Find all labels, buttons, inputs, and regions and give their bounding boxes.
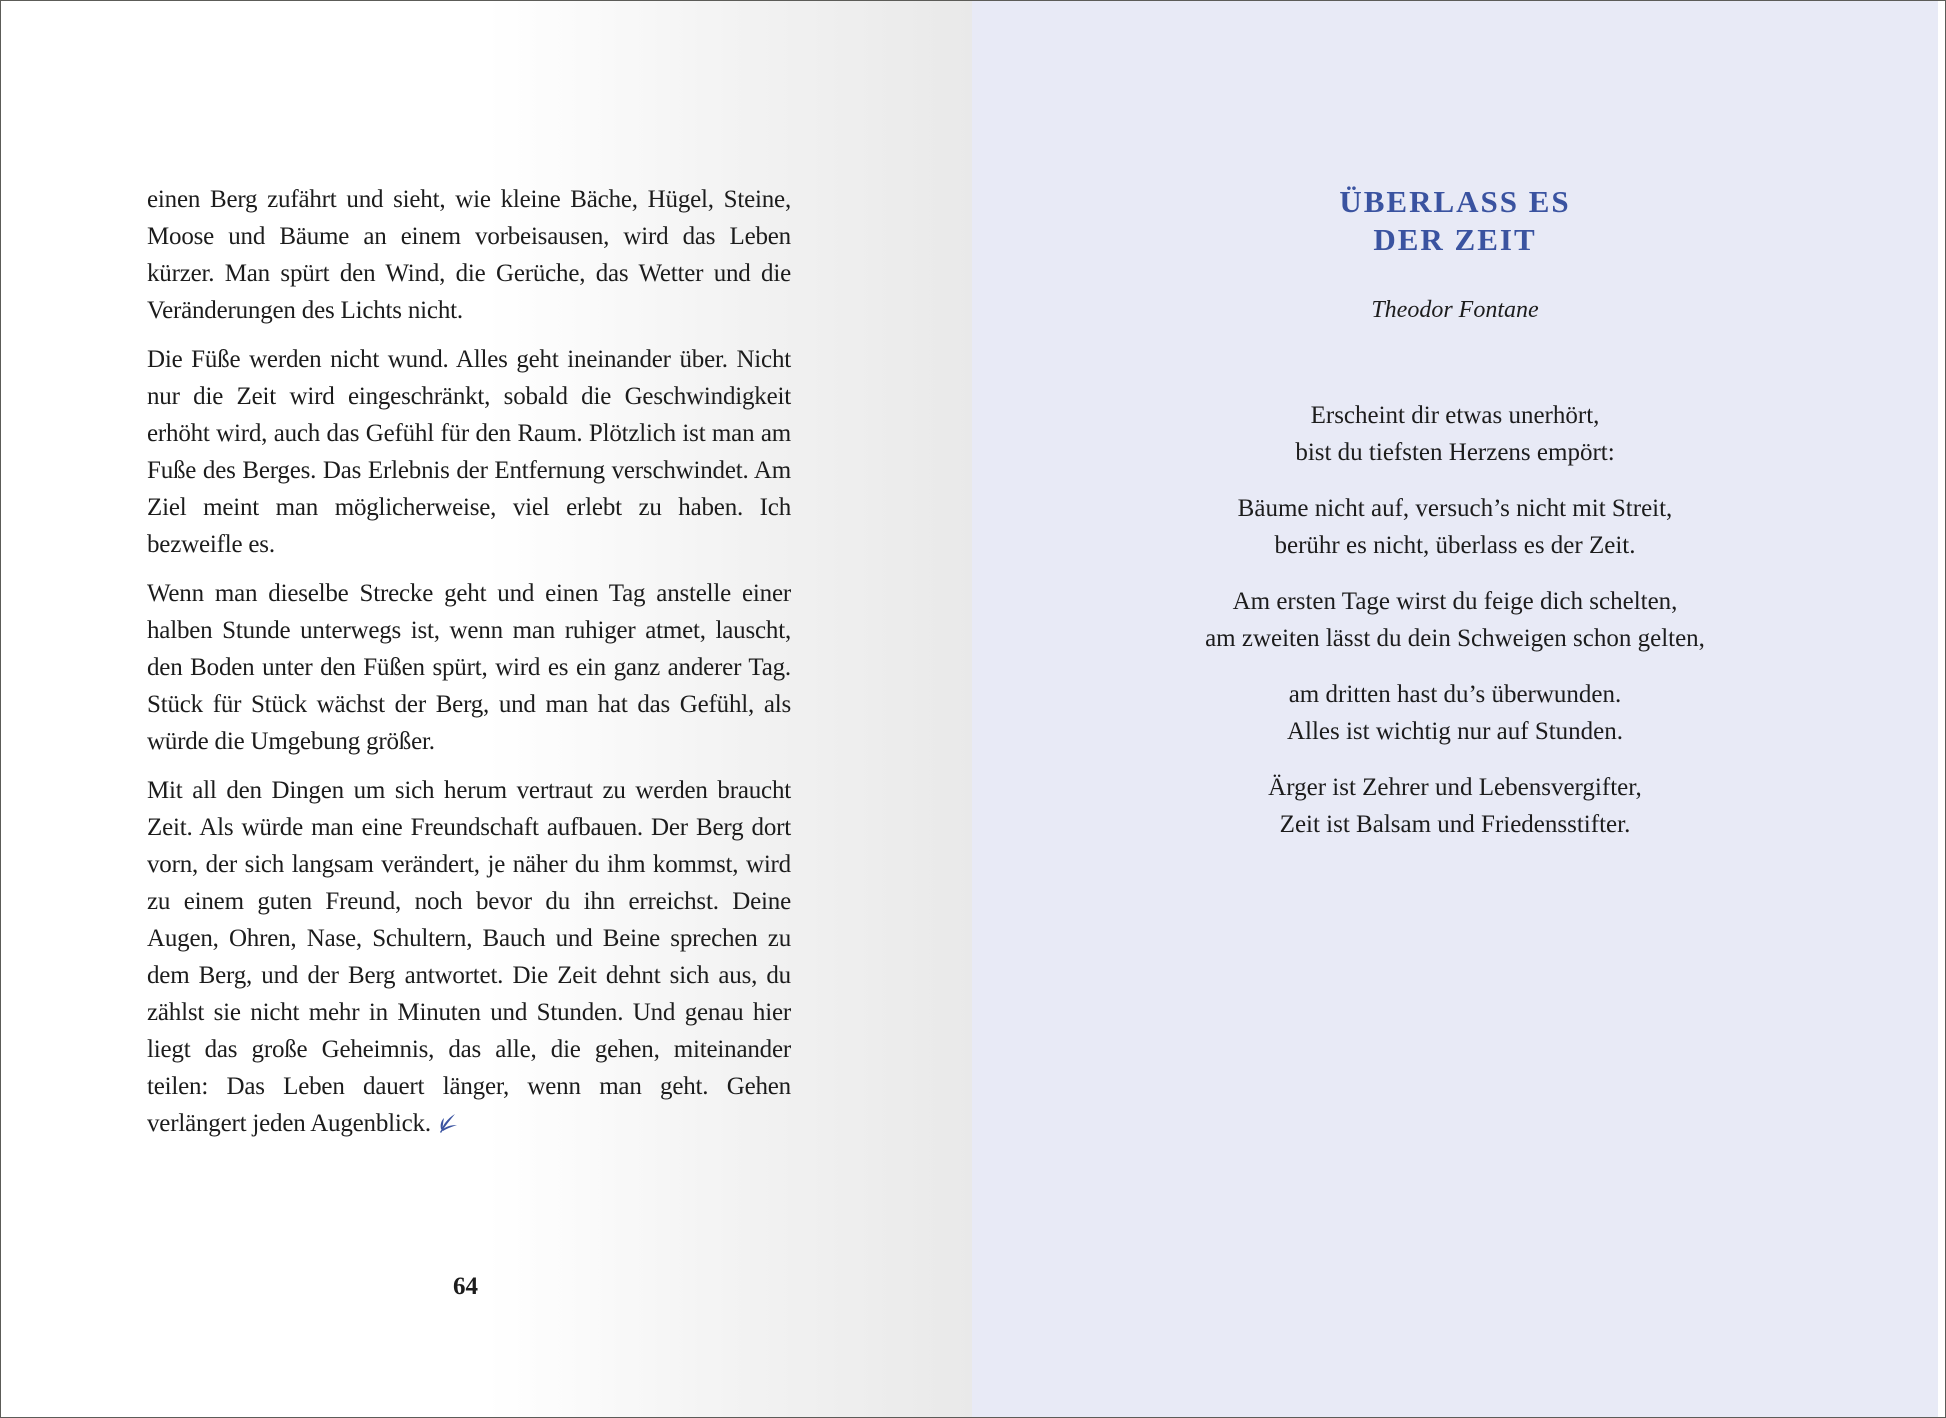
verse-line: Ärger ist Zehrer und Lebensvergifter, [1268,774,1642,801]
verse-line: Am ersten Tage wirst du feige dich schelten, [1232,588,1678,615]
left-page [1,1,972,1417]
body-text [147,181,791,1154]
page-edge [1938,1,1945,1417]
verse-line: am dritten hast du’s überwunden. [1288,681,1622,708]
verse-line: Bäume nicht auf, versuch’s nicht mit Streit, [1237,495,1673,522]
title-line-2: DER ZEIT [1373,222,1537,257]
verse-line: am zweiten lässt du dein Schweigen schon gelten, [1205,625,1705,652]
verse-line: berühr es nicht, überlass es der Zeit. [1274,532,1636,559]
verse-line: bist du tiefsten Herzens empört: [1295,439,1615,466]
stanza [972,490,1938,564]
paragraph: Wenn man dieselbe Strecke geht und einen Tag anstelle einer halben Stunde unterwegs ist, wenn man ruhiger atmet, lauscht, den Boden unter den Füßen spürt, wird es ein ganz anderer Tag. Stück für Stück wächst der Berg, und man hat das Gefühl, als würde die Umgebung größer. [147,580,791,755]
stanza [972,676,1938,750]
paragraph-text: Mit all den Dingen um sich herum vertraut zu werden braucht Zeit. Als würde man eine Freundschaft aufbauen. Der Berg dort vorn, der sich langsam verändert, je näher du ihm kommst, wird zu einem guten Freund, noch bevor du ihn erreichst. Deine Augen, Ohren, Nase, Schultern, Bauch und Beine sprechen zu dem Berg, und der Berg antwortet. Die Zeit dehnt sich aus, du zählst sie nicht mehr in Minuten und Stunden. Und genau hier liegt das große Geheimnis, das alle, die gehen, miteinander teilen: Das Leben dauert länger, wenn man geht. Gehen verlängert jeden Augenblick. [147,777,791,1137]
page-number: 64 [453,1273,478,1300]
poem-author: Theodor Fontane [1371,297,1539,323]
title-line-1: ÜBERLASS ES [1339,184,1571,219]
book-spread [1,1,1945,1417]
verse-line: Alles ist wichtig nur auf Stunden. [1286,718,1624,745]
right-page [972,1,1938,1417]
verse-line: Zeit ist Balsam und Friedensstifter. [1279,811,1631,838]
verse-line: Erscheint dir etwas unerhört, [1310,402,1600,429]
paragraph: Die Füße werden nicht wund. Alles geht ineinander über. Nicht nur die Zeit wird eingeschränkt, sobald die Geschwindigkeit erhöht wird, auch das Gefühl für den Raum. Plötzlich ist man am Fuße des Berges. Das Erlebnis der Entfernung verschwindet. Am Ziel meint man möglicherweise, viel erlebt zu haben. Ich bezweifle es. [147,346,791,558]
stanza [972,583,1938,657]
paragraph-last [147,772,791,1142]
stanza [972,397,1938,471]
stanza [972,769,1938,843]
poem-body [972,397,1938,862]
poem-title [972,183,1938,259]
leaf-sprig-icon [437,1107,459,1127]
paragraph: einen Berg zufährt und sieht, wie kleine Bäche, Hügel, Steine, Moose und Bäume an einem vorbeisausen, wird das Leben kürzer. Man spürt den Wind, die Gerüche, das Wetter und die Veränderungen des Lichts nicht. [147,186,791,324]
